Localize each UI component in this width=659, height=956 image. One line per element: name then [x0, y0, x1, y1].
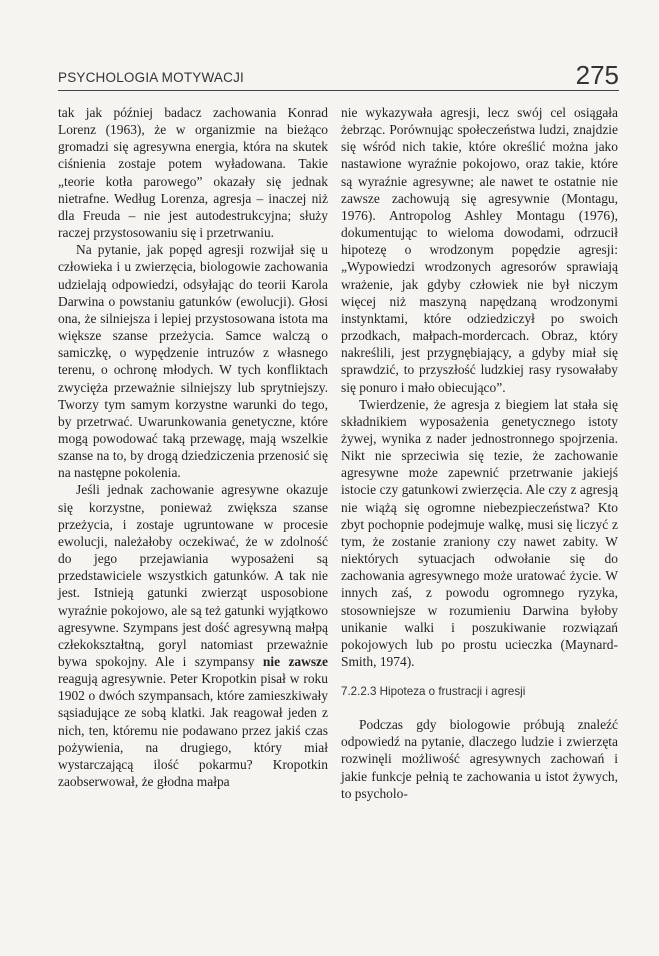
- text-run: Jeśli jednak zachowanie agresywne okazuje się korzystne, ponieważ zwiększa szanse przeżycia, i zostaje ugruntowane w procesie ewolucji, należałoby oczekiwać, że w zdolność do jego przejawiania wyposażeni są przedstawiciele wszystkich gatunków. A tak nie jest. Istnieją gatunki zwierząt usposobione wyraźnie pokojowo, ale są też gatunki wyjątkowo agresywne. Szympans jest dość agresywną małpą człekokształtną, goryl natomiast przeważnie bywa spokojny. Ale i szympansy: [58, 482, 328, 669]
- paragraph: [58, 481, 328, 790]
- paragraph: Twierdzenie, że agresja z biegiem lat stała się składnikiem wyposażenia genetycznego istoty żywej, wynika z nader jednostronnego spojrzenia. Nikt nie sprzeciwia się tezie, że zachowanie agresywne może zapewnić przetrwanie jakiejś istocie czy gatunkowi zwierzęcia. Ale czy z agresją nie wiążą się ogromne niebezpieczeństwa? Kto zbyt pochopnie podejmuje walkę, musi się liczyć z tym, że zostanie zraniony czy nawet zabity. W niektórych sytuacjach odwołanie się do zachowania agresywnego może uratować życie. W innych zaś, z powodu ogromnego ryzyka, stosowniejsze w rozumieniu Darwina byłoby unikanie walki i poszukiwanie rozwiązań pokojowych lub po prostu ucieczka (Maynard-Smith, 1974).: [341, 396, 618, 669]
- bold-emphasis: nie zawsze: [262, 654, 328, 669]
- running-title: PSYCHOLOGIA MOTYWACJI: [58, 70, 244, 85]
- subsection-heading: 7.2.2.3 Hipoteza o frustracji i agresji: [341, 685, 526, 699]
- paragraph: Na pytanie, jak popęd agresji rozwijał się u człowieka i u zwierzęcia, biologowie zachowania udzielają odpowiedzi, odsyłając do teorii Karola Darwina o powstaniu gatunków (ewolucji). Głosi ona, że silniejsza i lepiej przystosowana istota ma większe szanse przeżycia. Samce walczą o samiczkę, o wypędzenie intruzów z własnego terenu, o ochronę młodych. W tych konfliktach zwycięża przeważnie silniejszy lub sprytniejszy. Tworzy tym samym korzystne warunki do tego, by przetrwać. Uwarunkowania genetyczne, które mogą powodować taką przewagę, mają wszelkie szanse na to, by drogą dziedziczenia przenosić się na następne pokolenia.: [58, 242, 328, 481]
- paragraph: tak jak później badacz zachowania Konrad Lorenz (1963), że w organizmie na bieżąco gromadzi się agresywna energia, która na skutek ciśnienia zostaje potem wyładowana. Takie „teorie kotła parowego” okazały się jednak nietrafne. Według Lorenza, agresja – inaczej niż dla Freuda – nie jest autodestrukcyjna; służy raczej przystosowaniu się i przetrwaniu.: [58, 105, 328, 241]
- page-number: 275: [575, 60, 619, 90]
- text-run: reagują agresywnie. Peter Kropotkin pisał w roku 1902 o dwóch szympansach, które zamieszkiwały sąsiadujące ze sobą klatki. Jak reagował jeden z nich, ten, któremu nie podawano przez jakiś czas pożywienia, na drugiego, który miał wystarczającą ilość pokarmu? Kropotkin zaobserwował, że głodna małpa: [58, 671, 328, 790]
- header-rule: [58, 90, 619, 91]
- left-column: [58, 104, 328, 790]
- right-column: [341, 104, 618, 802]
- paragraph: nie wykazywała agresji, lecz swój cel osiągała żebrząc. Porównując społeczeństwa ludzi, znajdzie się wśród nich takie, które określić można jako nastawione wyraźnie pokojowo, oraz takie, które są wyraźnie agresywne; ale nawet te ostatnie nie zawsze zachowują się agresywnie (Montagu, 1976). Antropolog Ashley Montagu (1976), dokumentując to wieloma dowodami, odrzucił hipotezę o wrodzonym popędzie agresji: „Wypowiedzi wrodzonych agresorów sprawiają wrażenie, jak gdyby człowiek nie był niczym więcej niż maszyną napędzaną wrodzonymi instynktami, które odziedziczył po swoich przodkach, małpach-mordercach. Obraz, który nakreślili, jest przygnębiający, a gdyby miał się sprawdzić, to przyszłość ludzkiej rasy rysowałaby się ponuro i mało obiecująco”.: [341, 105, 618, 395]
- paragraph: Podczas gdy biologowie próbują znaleźć odpowiedź na pytanie, dlaczego ludzie i zwierzęta rozwinęli możliwość agresywnych zachowań i jakie funkcje pełnią te zachowania u istot żywych, to psycholo-: [341, 717, 618, 801]
